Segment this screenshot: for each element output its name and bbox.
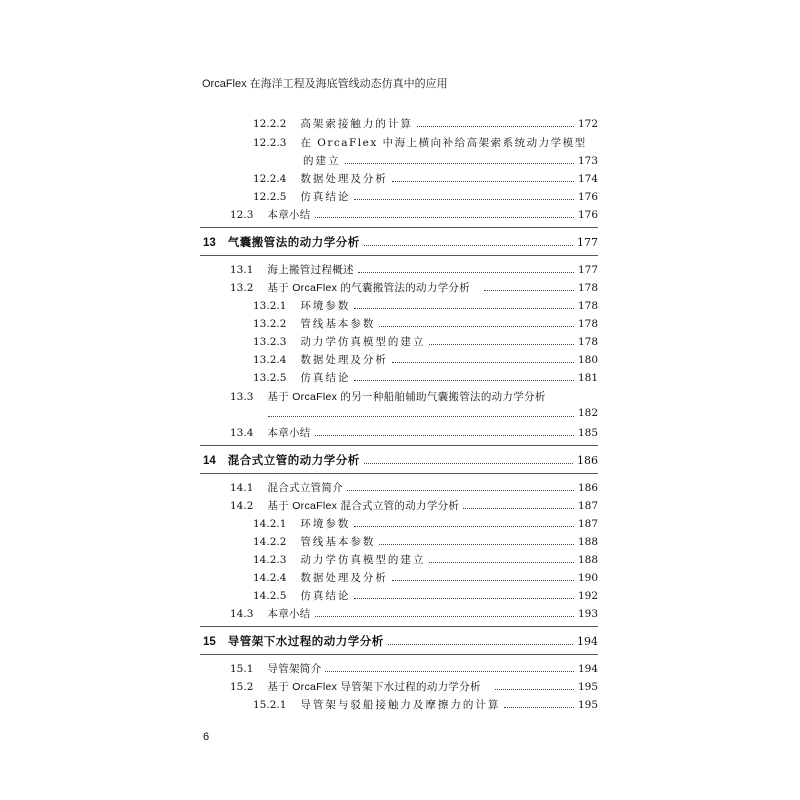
toc-entry[interactable] xyxy=(230,280,598,295)
toc-entry-number: 12.2.5 xyxy=(253,191,287,203)
toc-entry[interactable] xyxy=(253,352,598,367)
toc-entry-title: 在 OrcaFlex 中海上横向补给高架索系统动力学模型 xyxy=(300,137,587,149)
page-number: 6 xyxy=(203,731,210,743)
toc-entry-title: 基于 OrcaFlex 的另一种船舶辅助气囊搬管法的动力学分析 xyxy=(267,391,546,403)
toc-entry-number: 14.2.2 xyxy=(253,536,287,548)
chapter-divider xyxy=(200,626,598,627)
toc-entry-title: 导管架与驳船接触力及摩擦力的计算 xyxy=(300,699,501,711)
chapter-divider xyxy=(200,255,598,256)
toc-entry-page: 194 xyxy=(577,663,598,675)
chapter-divider xyxy=(200,445,598,446)
toc-entry-title: 混合式立管简介 xyxy=(267,482,343,494)
toc-entry-page: 178 xyxy=(577,318,598,330)
toc-entry-title: 动力学仿真模型的建立 xyxy=(300,554,426,566)
leader-dots xyxy=(392,574,574,581)
toc-entry-page: 187 xyxy=(577,500,598,512)
toc-entry-title: 海上搬管过程概述 xyxy=(267,264,354,276)
toc-entry-page: 195 xyxy=(577,699,598,711)
toc-entry[interactable] xyxy=(253,135,598,150)
toc-chapter[interactable] xyxy=(203,633,598,649)
toc-entry-page: 192 xyxy=(577,590,598,602)
toc-entry[interactable] xyxy=(230,425,598,440)
toc-entry[interactable] xyxy=(230,498,598,513)
toc-entry-page: 186 xyxy=(577,482,598,494)
toc-entry-number: 14.2.5 xyxy=(253,590,287,602)
leader-dots xyxy=(354,193,574,200)
toc-chapter[interactable] xyxy=(203,234,598,250)
toc-entry-page: 181 xyxy=(577,372,598,384)
toc-entry[interactable] xyxy=(230,606,598,621)
toc-entry[interactable] xyxy=(253,189,598,204)
toc-entry-number: 14.3 xyxy=(230,608,254,620)
leader-dots xyxy=(504,701,574,708)
toc-entry-page: 188 xyxy=(577,554,598,566)
leader-dots xyxy=(392,356,574,363)
toc-entry-number: 13.2.5 xyxy=(253,372,287,384)
leader-dots xyxy=(392,175,574,182)
toc-entry-page: 185 xyxy=(577,427,598,439)
toc-entry[interactable] xyxy=(253,298,598,313)
toc-entry-page: 182 xyxy=(577,407,598,419)
toc-entry[interactable] xyxy=(230,389,598,404)
toc-entry-page: 190 xyxy=(577,572,598,584)
toc-entry-number: 14.2.1 xyxy=(253,518,287,530)
toc-entry-number: 13.2.2 xyxy=(253,318,287,330)
toc-entry[interactable] xyxy=(253,516,598,531)
toc-entry[interactable] xyxy=(253,697,598,712)
leader-dots xyxy=(429,556,574,563)
toc-entry-title: 仿真结论 xyxy=(300,191,351,203)
toc-entry[interactable] xyxy=(253,334,598,349)
toc-entry-page: 188 xyxy=(577,536,598,548)
toc-entry-page: 193 xyxy=(577,608,598,620)
leader-dots xyxy=(315,211,574,218)
toc-entry-title: 基于 OrcaFlex 的气囊搬管法的动力学分析 xyxy=(267,282,471,294)
chapter-page: 194 xyxy=(577,635,598,648)
toc-entry-number: 13.1 xyxy=(230,264,254,276)
toc-chapter[interactable] xyxy=(203,452,598,468)
toc-entry-title: 本章小结 xyxy=(267,427,311,439)
toc-entry[interactable] xyxy=(253,588,598,603)
toc-entry-title: 数据处理及分析 xyxy=(300,572,388,584)
chapter-number: 13 xyxy=(203,237,216,249)
leader-dots xyxy=(463,502,574,509)
toc-entry-number: 12.2.3 xyxy=(253,137,287,149)
toc-entry-number: 15.2.1 xyxy=(253,699,287,711)
leader-dots xyxy=(495,683,574,690)
toc-entry-title: 基于 OrcaFlex 混合式立管的动力学分析 xyxy=(267,500,460,512)
toc-entry[interactable] xyxy=(253,570,598,585)
toc-entry-title: 导管架简介 xyxy=(267,663,322,675)
leader-dots xyxy=(325,665,574,672)
toc-entry-page: 177 xyxy=(577,264,598,276)
toc-entry-title: 环境参数 xyxy=(300,300,351,312)
leader-dots xyxy=(364,457,573,464)
toc-entry-page: 173 xyxy=(577,155,598,167)
leader-dots xyxy=(358,266,574,273)
toc-entry-title: 管线基本参数 xyxy=(300,318,376,330)
toc-entry[interactable] xyxy=(253,171,598,186)
toc-entry[interactable] xyxy=(230,661,598,676)
toc-entry-title-continued: 的建立 xyxy=(303,155,341,167)
toc-entry-number: 13.4 xyxy=(230,427,254,439)
chapter-title: 导管架下水过程的动力学分析 xyxy=(227,636,384,648)
toc-entry[interactable] xyxy=(230,480,598,495)
chapter-title: 气囊搬管法的动力学分析 xyxy=(227,237,360,249)
toc-entry-page: 174 xyxy=(577,173,598,185)
chapter-divider xyxy=(200,654,598,655)
chapter-page: 186 xyxy=(577,454,598,467)
toc-entry-number: 13.2 xyxy=(230,282,254,294)
toc-entry-title: 本章小结 xyxy=(267,608,311,620)
chapter-divider xyxy=(200,227,598,228)
toc-entry-number: 14.2.3 xyxy=(253,554,287,566)
toc-entry-number: 13.2.1 xyxy=(253,300,287,312)
leader-dots xyxy=(345,157,574,164)
toc-entry[interactable] xyxy=(253,370,598,385)
toc-entry-title: 高架索接触力的计算 xyxy=(300,118,413,130)
toc-entry[interactable] xyxy=(253,316,598,331)
leader-dots xyxy=(354,592,574,599)
toc-entry-title: 仿真结论 xyxy=(300,372,351,384)
leader-dots xyxy=(354,374,574,381)
leader-dots xyxy=(429,338,574,345)
leader-dots xyxy=(484,284,574,291)
leader-dots xyxy=(354,520,574,527)
leader-dots xyxy=(417,120,574,127)
toc-entry-number: 12.2.2 xyxy=(253,118,287,130)
toc-entry-number: 13.3 xyxy=(230,391,254,403)
toc-entry-continuation[interactable] xyxy=(268,407,598,419)
toc-entry-number: 12.3 xyxy=(230,209,254,221)
toc-entry[interactable] xyxy=(230,262,598,277)
toc-entry-title: 环境参数 xyxy=(300,518,351,530)
toc-entry-page: 178 xyxy=(577,300,598,312)
toc-entry-number: 15.1 xyxy=(230,663,254,675)
chapter-number: 15 xyxy=(203,636,216,648)
toc-entry[interactable] xyxy=(253,116,598,131)
toc-entry-number: 14.1 xyxy=(230,482,254,494)
toc-entry-page: 187 xyxy=(577,518,598,530)
leader-dots xyxy=(315,610,574,617)
toc-entry-number: 13.2.4 xyxy=(253,354,287,366)
toc-entry-page: 195 xyxy=(577,681,598,693)
toc-entry-title: 管线基本参数 xyxy=(300,536,376,548)
toc-entry-page: 178 xyxy=(577,336,598,348)
toc-entry-title: 动力学仿真模型的建立 xyxy=(300,336,426,348)
leader-dots xyxy=(347,484,574,491)
toc-entry[interactable] xyxy=(230,207,598,222)
chapter-page: 177 xyxy=(577,236,598,249)
toc-entry-title: 数据处理及分析 xyxy=(300,173,388,185)
toc-entry[interactable] xyxy=(253,534,598,549)
running-header: OrcaFlex 在海洋工程及海底管线动态仿真中的应用 xyxy=(202,78,448,90)
toc-entry-title: 基于 OrcaFlex 导管架下水过程的动力学分析 xyxy=(267,681,481,693)
toc-entry-page: 176 xyxy=(577,209,598,221)
toc-entry-number: 12.2.4 xyxy=(253,173,287,185)
toc-entry-continuation[interactable] xyxy=(289,153,598,168)
leader-dots xyxy=(354,302,574,309)
leader-dots xyxy=(268,410,574,417)
chapter-title: 混合式立管的动力学分析 xyxy=(227,455,360,467)
toc-entry-page: 172 xyxy=(577,118,598,130)
toc-entry-number: 13.2.3 xyxy=(253,336,287,348)
leader-dots xyxy=(364,239,573,246)
toc-entry-title: 本章小结 xyxy=(267,209,311,221)
toc-entry-page: 178 xyxy=(577,282,598,294)
toc-entry-number: 14.2 xyxy=(230,500,254,512)
leader-dots xyxy=(315,429,574,436)
leader-dots xyxy=(388,638,573,645)
toc-entry[interactable] xyxy=(253,552,598,567)
toc-entry-number: 14.2.4 xyxy=(253,572,287,584)
toc-entry-number: 15.2 xyxy=(230,681,254,693)
leader-dots xyxy=(379,320,574,327)
chapter-divider xyxy=(200,473,598,474)
toc-entry-title: 数据处理及分析 xyxy=(300,354,388,366)
toc-entry-page: 176 xyxy=(577,191,598,203)
chapter-number: 14 xyxy=(203,455,216,467)
toc-entry-title: 仿真结论 xyxy=(300,590,351,602)
toc-entry[interactable] xyxy=(230,679,598,694)
toc-entry-page: 180 xyxy=(577,354,598,366)
leader-dots xyxy=(379,538,574,545)
